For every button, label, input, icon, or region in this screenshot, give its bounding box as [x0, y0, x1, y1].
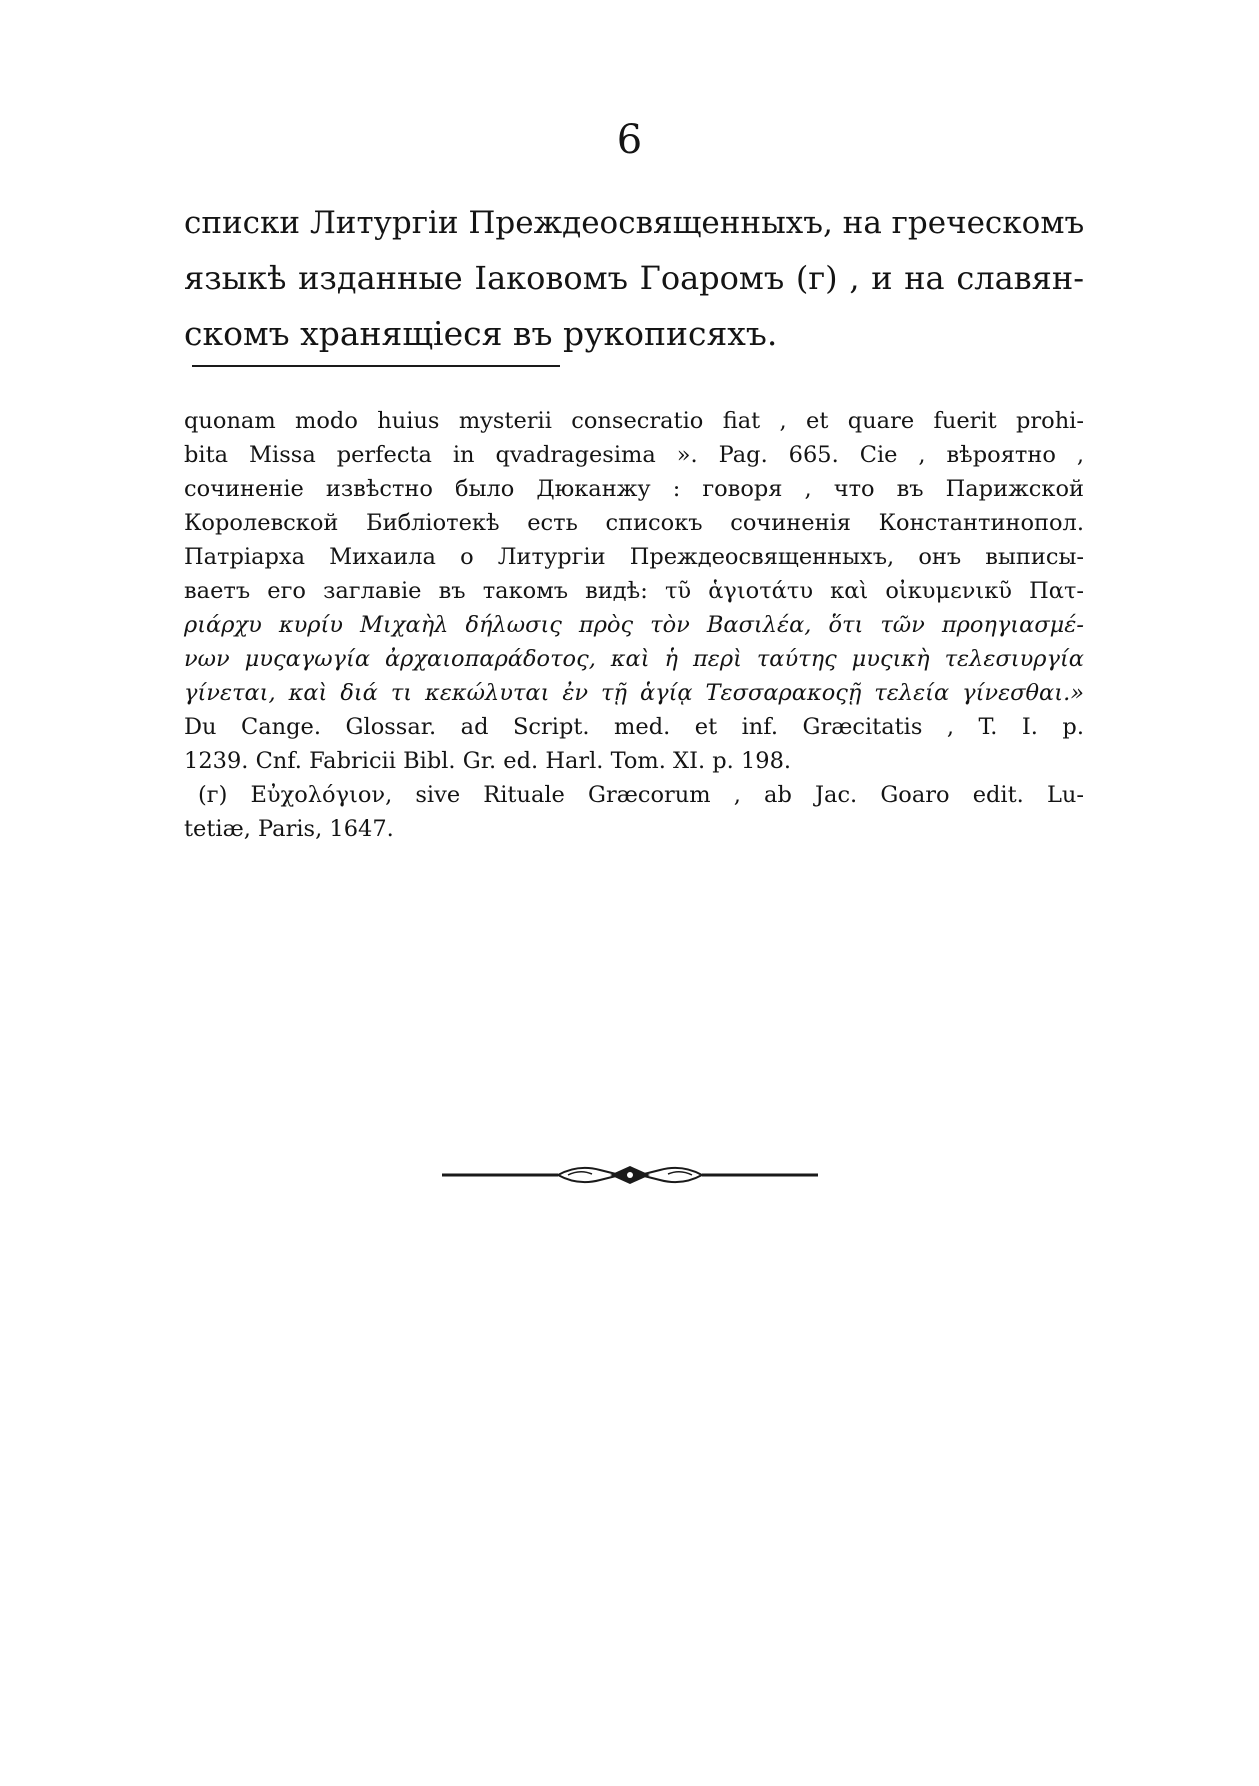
footnote-line: tetiæ, Paris, 1647.: [184, 816, 394, 842]
page-number: 6: [616, 117, 643, 163]
footnote-line: quonam modo huius mysterii consecratio fiat , et quare fuerit prohi-: [184, 408, 1084, 434]
footnote-line: 1239. Cnf. Fabricii Bibl. Gr. ed. Harl. Tom. XI. p. 198.: [184, 748, 792, 774]
footnote-line: Du Cange. Glossar. ad Script. med. et inf. Græcitatis , T. I. p.: [184, 714, 1084, 740]
footnotes: [184, 404, 1084, 846]
footnote-line: ваетъ его заглавіе въ такомъ видѣ: τῦ ἁγιοτάτυ καὶ οἰκυμενικῦ Πατ-: [184, 578, 1084, 604]
footnote-line-greek: ριάρχυ κυρίυ Μιχαὴλ δήλωσις πρὸς τὸν Βασιλέα, ὅτι τῶν προηγιασμέ-: [184, 612, 1084, 638]
footnote-line: Королевской Библіотекѣ есть списокъ сочиненія Константинопол.: [184, 510, 1084, 536]
main-text: [184, 196, 1084, 361]
footnote-line: Патріарха Михаила о Литургіи Преждеосвященныхъ, онъ выписы-: [184, 544, 1084, 570]
footnote-line: сочиненіе извѣстно было Дюканжу : говоря , что въ Парижской: [184, 476, 1084, 502]
footnote-line-greek: γίνεται, καὶ διά τι κεκώλυται ἐν τῇ ἁγίᾳ Τεσσαρακοςῇ τελεία γίνεσθαι.»: [184, 680, 1084, 706]
footnote-line: (г) Εὐχολόγιον, sive Rituale Græcorum , ab Jac. Goaro edit. Lu-: [198, 782, 1084, 808]
main-text-line: списки Литургіи Преждеосвященныхъ, на греческомъ: [184, 205, 1085, 241]
footnote-separator-rule: [192, 365, 560, 367]
main-text-line: скомъ хранящіеся въ рукописяхъ.: [184, 314, 778, 353]
footnote-line-greek: νων μυςαγωγία ἀρχαιοπαράδοτος, καὶ ἡ περὶ ταύτης μυςικὴ τελεσιυργία: [184, 646, 1084, 672]
footnote-line: bita Missa perfecta in qvadragesima ». Pag. 665. Cie , вѣроятно ,: [184, 442, 1084, 468]
main-text-line: языкѣ изданные Іаковомъ Гоаромъ (г) , и на славян-: [184, 259, 1084, 297]
end-ornament: [440, 1160, 820, 1190]
